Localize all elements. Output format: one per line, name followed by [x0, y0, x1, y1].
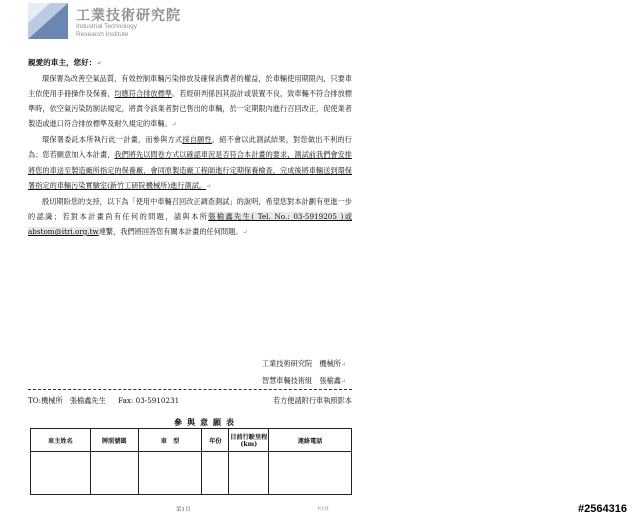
form-cell-owner-name[interactable]	[31, 452, 91, 495]
cut-line-divider	[28, 389, 352, 390]
logo-name-cn: 工業技術研究院	[76, 8, 181, 24]
paragraph-text-run: 連繫，我們將回答您有關本計畫的任何問題。	[98, 226, 243, 236]
itri-logo	[28, 3, 228, 43]
form-entry-row	[31, 452, 352, 495]
paragraph-text-run: 採自願性	[182, 135, 212, 145]
paragraph-text-run: 環保署委託本所執行此一計畫，而參與方式	[42, 135, 183, 145]
form-cell-mileage[interactable]	[229, 452, 269, 495]
letter-greeting: 親愛的車主，您好：↵	[28, 58, 102, 67]
signature-dept: 智慧車輛技術組 張榆鑫↵	[261, 376, 346, 385]
letter-paragraph-2: 環保署委託本所執行此一計畫，而參與方式採自願性，絕不會以此測試結果，對您做出不利的行為；您若願意加入本計畫，我們將先以問卷方式以確認車況是否符合本計畫的要求，測試前我們會安排將您的車送至製造廠所指定的保養廠，會同原製造廠工程師進行定期保養檢查，完成後將車輛送到環保署指定的車輛污染實驗室(新竹工研院機械所)進行測試。↵	[28, 135, 352, 190]
document-page	[24, 0, 354, 521]
paragraph-text-run: 均應符合排放標準	[114, 89, 173, 99]
form-cell-phone[interactable]	[269, 452, 352, 495]
paragraph-text-run: 環保署為改善空氣品質，有效控制車輛污染排放及確保消費者的權益，於車輛使用期限內，只要車主依使用手冊操作及保養，	[28, 74, 352, 99]
page-total-footer: 共1頁	[317, 507, 329, 512]
reply-note: 若方便請附行車執照影本	[272, 396, 352, 405]
form-header-phone: 連絡電話	[269, 429, 352, 452]
image-id-stamp: #2564316	[578, 503, 627, 515]
paragraph-text-run: 殷切期盼您的支持，以下為「使用中車輛召回改正調查測試」的說明，希望您對本計劃有更進一步的認識；若對本計畫尚有任何的問題，請與本所	[28, 196, 352, 221]
reply-to: TO:機械所 張榆鑫先生	[28, 396, 106, 405]
form-cell-plate-number[interactable]	[90, 452, 138, 495]
paragraph-text-run: 張榆鑫先生( Tel. No.: 03-5919205 )或 abstom@itri.org.tw	[28, 211, 352, 236]
form-cell-year[interactable]	[202, 452, 229, 495]
paragraph-text-run: 。若經研判係因其設計或裝置不良，致車輛不符合排放標準時，依空氣污染防制法規定，將責令該業者對已售出的車輛，於一定期限內進行召回改正，促使業者製造或進口符合排放標準及耐久規定的車輛。	[28, 89, 352, 129]
reply-address-line	[28, 396, 352, 406]
paragraph-text-run: ，絕不會以此測試結果，對您做出不利的行為；您若願意加入本計畫，	[28, 135, 352, 160]
paragraph-text-run: 我們將先以問卷方式以確認車況是否符合本計畫的要求，測試前我們會安排將您的車送至製造廠所指定的保養廠，會同原製造廠工程師進行定期保養檢查，完成後將車輛送到環保署指定的車輛污染實驗室(新竹工研院機械所)進行測試。	[28, 150, 352, 190]
logo-name-en: Industrial Technology Research Institute	[76, 23, 137, 38]
form-header-mileage: 目前行駛里程(km)	[229, 429, 269, 452]
form-title: 參與意願表	[174, 417, 239, 427]
reply-fax: Fax: 03-5910231	[118, 396, 180, 405]
letter-paragraph-1: 環保署為改善空氣品質，有效控制車輛污染排放及確保消費者的權益，於車輛使用期限內，只要車主依使用手冊操作及保養，均應符合排放標準。若經研判係因其設計或裝置不良，致車輛不符合排放標準時，依空氣污染防制法規定，將責令該業者對已售出的車輛，於一定期限內進行召回改正，促使業者製造或進口符合排放標準及耐久規定的車輛。↵	[28, 74, 352, 129]
form-header-plate-number: 牌照號碼	[90, 429, 138, 452]
form-header-owner-name: 車主姓名	[31, 429, 91, 452]
signature-org: 工業技術研究院 機械所↵	[261, 359, 346, 368]
signature-block	[262, 356, 346, 390]
itri-logo-mark-icon	[28, 3, 68, 39]
page-number-footer: 第1頁	[176, 507, 191, 513]
form-header-row	[31, 429, 352, 452]
letter-paragraph-3: 殷切期盼您的支持，以下為「使用中車輛召回改正調查測試」的說明，希望您對本計劃有更進一步的認識；若對本計畫尚有任何的問題，請與本所張榆鑫先生( Tel. No.: 03-5919205 )或 abstom@itri.org.tw連繫，我們將回答您有關本計畫的任何問題。↵	[28, 196, 352, 236]
form-header-car-model: 車 型	[138, 429, 202, 452]
participation-form-table	[30, 428, 352, 495]
letter-body	[28, 55, 352, 240]
form-header-year: 年份	[202, 429, 229, 452]
form-cell-car-model[interactable]	[138, 452, 202, 495]
